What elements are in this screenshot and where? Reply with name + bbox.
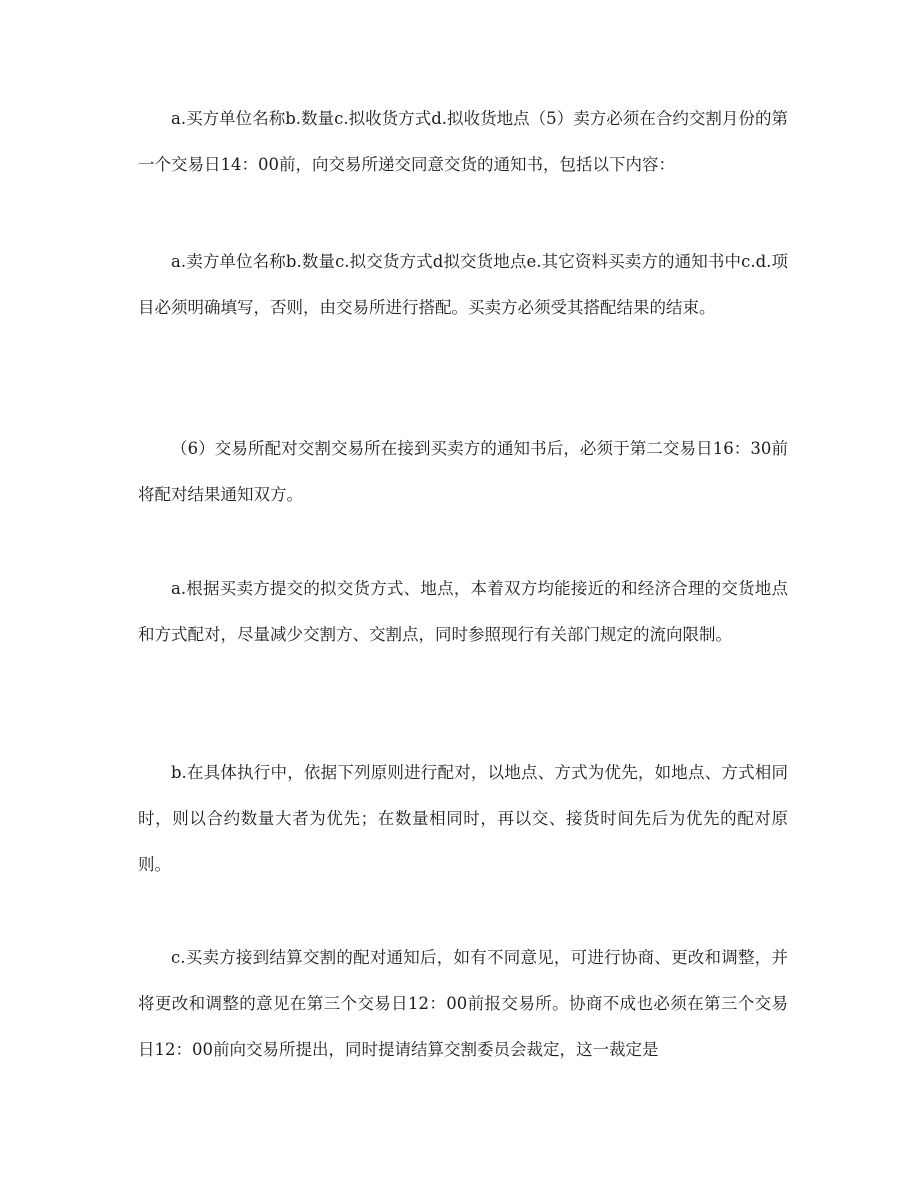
paragraph-seller-info: a.卖方单位名称b.数量c.拟交货方式d拟交货地点e.其它资料买卖方的通知书中c.d.项目必须明确填写，否则，由交易所进行搭配。买卖方必须受其搭配结果的结束。 [138,252,788,317]
paragraph-buyer-info: a.买方单位名称b.数量c.拟收货方式d.拟收货地点（5）卖方必须在合约交割月份的第一个交易日14：00前，向交易所递交同意交货的通知书，包括以下内容： [138,109,788,174]
paragraph-exchange-matching: （6）交易所配对交割交易所在接到买卖方的通知书后，必须于第二交易日16：30前将配对结果通知双方。 [138,439,788,504]
paragraph-matching-rule-c: c.买卖方接到结算交割的配对通知后，如有不同意见，可进行协商、更改和调整，并将更改和调整的意见在第三个交易日12：00前报交易所。协商不成也必须在第三个交易日12：00前向交易所提出，同时提请结算交割委员会裁定，这一裁定是 [138,948,788,1059]
paragraph-matching-rule-b: b.在具体执行中，依据下列原则进行配对，以地点、方式为优先，如地点、方式相同时，则以合约数量大者为优先；在数量相同时，再以交、接货时间先后为优先的配对原则。 [138,763,788,874]
paragraph-matching-rule-a: a.根据买卖方提交的拟交货方式、地点，本着双方均能接近的和经济合理的交货地点和方式配对，尽量减少交割方、交割点，同时参照现行有关部门规定的流向限制。 [138,579,788,644]
